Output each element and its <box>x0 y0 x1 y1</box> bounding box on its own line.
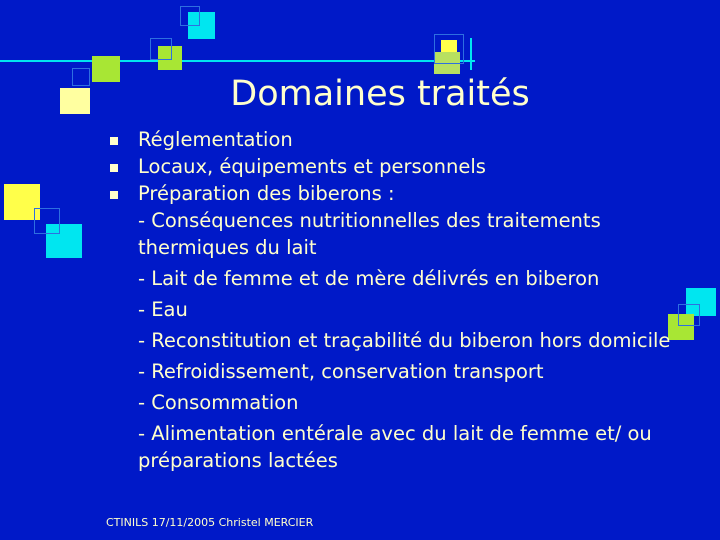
slide-title: Domaines traités <box>230 74 530 114</box>
list-item <box>108 153 688 180</box>
list-item <box>108 126 688 153</box>
bullet-square-icon <box>110 137 118 145</box>
sub-item: - Eau <box>138 298 188 321</box>
deco-outline <box>434 34 464 64</box>
bullet-list <box>108 126 688 474</box>
deco-outline <box>180 6 200 26</box>
sub-item: - Refroidissement, conservation transport <box>138 360 544 383</box>
bullet-text: Locaux, équipements et personnels <box>138 155 486 178</box>
top-rule <box>0 60 475 62</box>
bullet-square-icon <box>110 164 118 172</box>
sub-item: - Alimentation entérale avec du lait de femme et/ ou préparations lactées <box>138 422 652 472</box>
slide-footer: CTINILS 17/11/2005 Christel MERCIER <box>106 516 314 529</box>
list-item <box>108 180 688 474</box>
deco-outline <box>150 38 172 60</box>
sub-item: - Consommation <box>138 391 299 414</box>
sub-item: - Reconstitution et traçabilité du biberon hors domicile <box>138 329 671 352</box>
bullet-square-icon <box>110 191 118 199</box>
bullet-text: Préparation des biberons : <box>138 182 395 205</box>
sub-item: - Conséquences nutritionnelles des traitements thermiques du lait <box>138 209 601 259</box>
sub-item: - Lait de femme et de mère délivrés en biberon <box>138 267 600 290</box>
bullet-text: Réglementation <box>138 128 293 151</box>
deco-outline <box>34 208 60 234</box>
right-rule <box>470 38 472 70</box>
